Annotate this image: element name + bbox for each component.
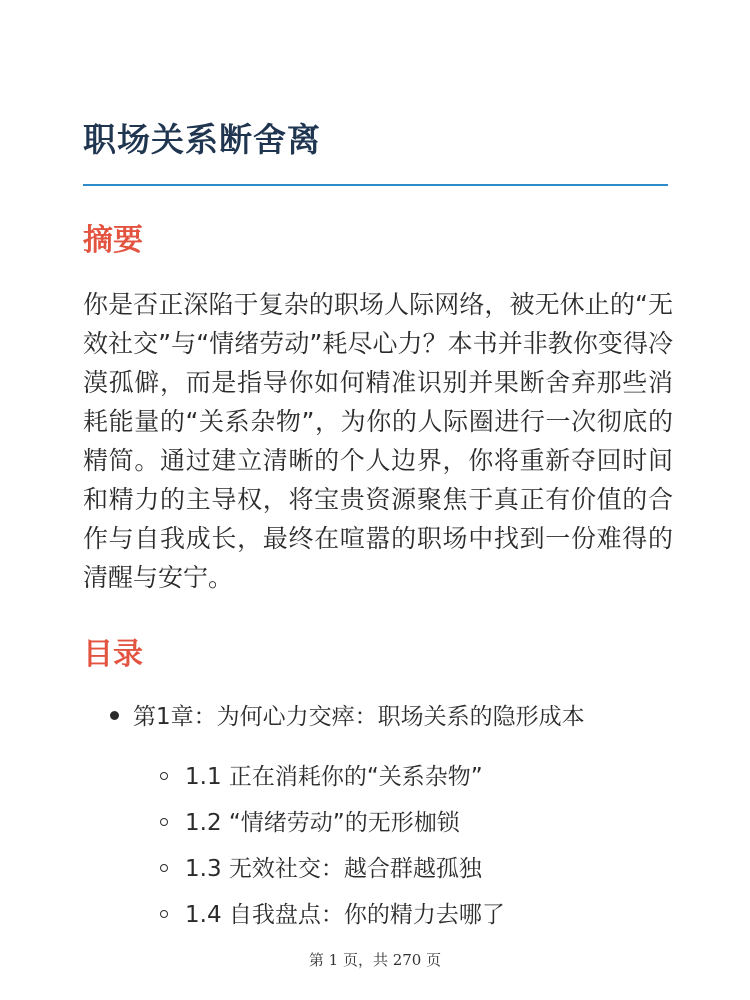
toc-chapter-label: 第1章：为何心力交瘁：职场关系的隐形成本	[133, 704, 585, 730]
toc-chapter-item[interactable]	[110, 697, 585, 737]
toc-section-item[interactable]	[160, 800, 505, 846]
bullet-circle-icon	[160, 772, 168, 780]
toc-section-label: 1.3 无效社交：越合群越孤独	[185, 856, 482, 882]
bullet-disc-icon	[110, 711, 119, 720]
toc-section-label: 1.2 “情绪劳动”的无形枷锁	[185, 810, 460, 836]
toc-section-label: 1.4 自我盘点：你的精力去哪了	[185, 902, 505, 928]
summary-paragraph: 你是否正深陷于复杂的职场人际网络，被无休止的“无效社交”与“情绪劳动”耗尽心力？本书并非教你变得冷漠孤僻，而是指导你如何精准识别并果断舍弃那些消耗能量的“关系杂物”，为你的人际圈进行一次彻底的精简。通过建立清晰的个人边界，你将重新夺回时间和精力的主导权，将宝贵资源聚焦于真正有价值的合作与自我成长，最终在喧嚣的职场中找到一份难得的清醒与安宁。	[83, 290, 673, 592]
toc-section-list	[160, 754, 505, 938]
toc-section-label: 1.1 正在消耗你的“关系杂物”	[185, 764, 483, 790]
bullet-circle-icon	[160, 864, 168, 872]
toc-section-item[interactable]	[160, 754, 505, 800]
toc-heading: 目录	[83, 637, 143, 672]
toc-section-item[interactable]	[160, 846, 505, 892]
title-divider	[83, 184, 668, 186]
bullet-circle-icon	[160, 910, 168, 918]
toc-section-item[interactable]	[160, 892, 505, 938]
page-number-footer: 第 1 页，共 270 页	[308, 951, 442, 969]
bullet-circle-icon	[160, 818, 168, 826]
summary-heading: 摘要	[83, 223, 143, 258]
page-title: 职场关系断舍离	[83, 120, 321, 159]
